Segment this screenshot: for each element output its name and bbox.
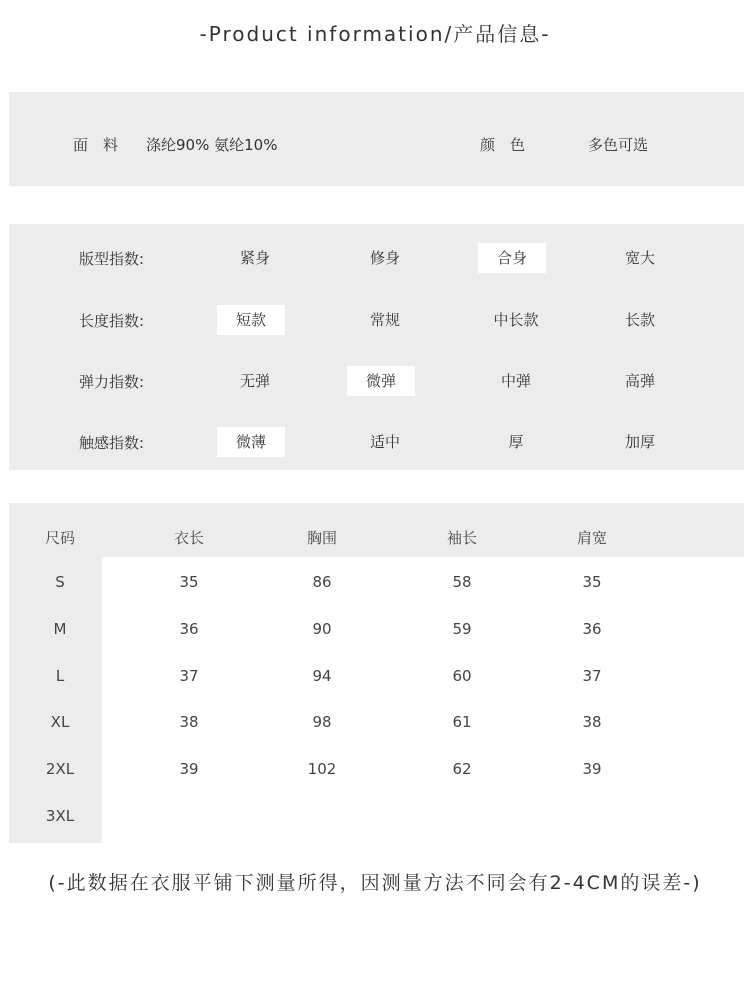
elasticity-option-2: 微弹 <box>347 366 415 396</box>
table-cell: 59 <box>452 620 472 638</box>
color-value: 多色可选 <box>588 136 649 154</box>
elasticity-option-1: 无弹 <box>239 372 270 390</box>
header-sleeve: 袖长 <box>446 529 477 547</box>
header-size: 尺码 <box>44 529 75 547</box>
table-cell: M <box>53 620 67 638</box>
touch-option-1: 微薄 <box>217 427 285 457</box>
table-cell: 98 <box>312 713 332 731</box>
table-cell: 102 <box>307 760 337 778</box>
table-cell: 60 <box>452 667 472 685</box>
table-cell: 39 <box>582 760 602 778</box>
table-cell: 94 <box>312 667 332 685</box>
table-cell: 35 <box>179 573 199 591</box>
header-shoulder: 肩宽 <box>576 529 607 547</box>
material-value: 涤纶90% 氨纶10% <box>146 136 278 154</box>
size-column <box>9 557 102 843</box>
fit-option-3: 合身 <box>478 243 546 273</box>
table-cell: L <box>55 667 65 685</box>
table-cell: 61 <box>452 713 472 731</box>
fit-index-label: 版型指数: <box>78 250 144 268</box>
touch-option-4: 加厚 <box>624 433 655 451</box>
fit-option-2: 修身 <box>369 249 400 267</box>
table-cell: 2XL <box>45 760 75 778</box>
elasticity-option-3: 中弹 <box>500 372 531 390</box>
header-chest: 胸围 <box>306 529 337 547</box>
length-option-3: 中长款 <box>493 311 539 329</box>
table-cell: 36 <box>582 620 602 638</box>
touch-option-2: 适中 <box>369 433 400 451</box>
page-title: -Product information/产品信息- <box>199 22 551 46</box>
header-length: 衣长 <box>173 529 204 547</box>
table-cell: 35 <box>582 573 602 591</box>
table-cell: 39 <box>179 760 199 778</box>
table-cell: 58 <box>452 573 472 591</box>
touch-index-label: 触感指数: <box>78 434 144 452</box>
table-cell: 90 <box>312 620 332 638</box>
fit-option-4: 宽大 <box>624 249 655 267</box>
elasticity-index-label: 弹力指数: <box>78 373 144 391</box>
table-cell: S <box>55 573 65 591</box>
length-option-4: 长款 <box>624 311 655 329</box>
table-cell: 36 <box>179 620 199 638</box>
index-panel <box>9 224 744 470</box>
table-cell: 37 <box>179 667 199 685</box>
table-cell: XL <box>50 713 70 731</box>
table-cell: 62 <box>452 760 472 778</box>
touch-option-3: 厚 <box>508 433 524 451</box>
material-panel <box>9 92 744 186</box>
table-cell: 37 <box>582 667 602 685</box>
table-cell: 38 <box>582 713 602 731</box>
material-label: 面 料 <box>73 136 119 154</box>
length-option-1: 短款 <box>217 305 285 335</box>
fit-option-1: 紧身 <box>239 249 270 267</box>
table-cell: 38 <box>179 713 199 731</box>
elasticity-option-4: 高弹 <box>624 372 655 390</box>
table-cell: 3XL <box>45 807 75 825</box>
length-option-2: 常规 <box>369 311 400 329</box>
size-table <box>9 503 744 843</box>
table-cell: 86 <box>312 573 332 591</box>
length-index-label: 长度指数: <box>78 312 144 330</box>
color-label: 颜 色 <box>480 136 526 154</box>
measurement-note: (-此数据在衣服平铺下测量所得，因测量方法不同会有2-4CM的误差-) <box>48 872 702 894</box>
